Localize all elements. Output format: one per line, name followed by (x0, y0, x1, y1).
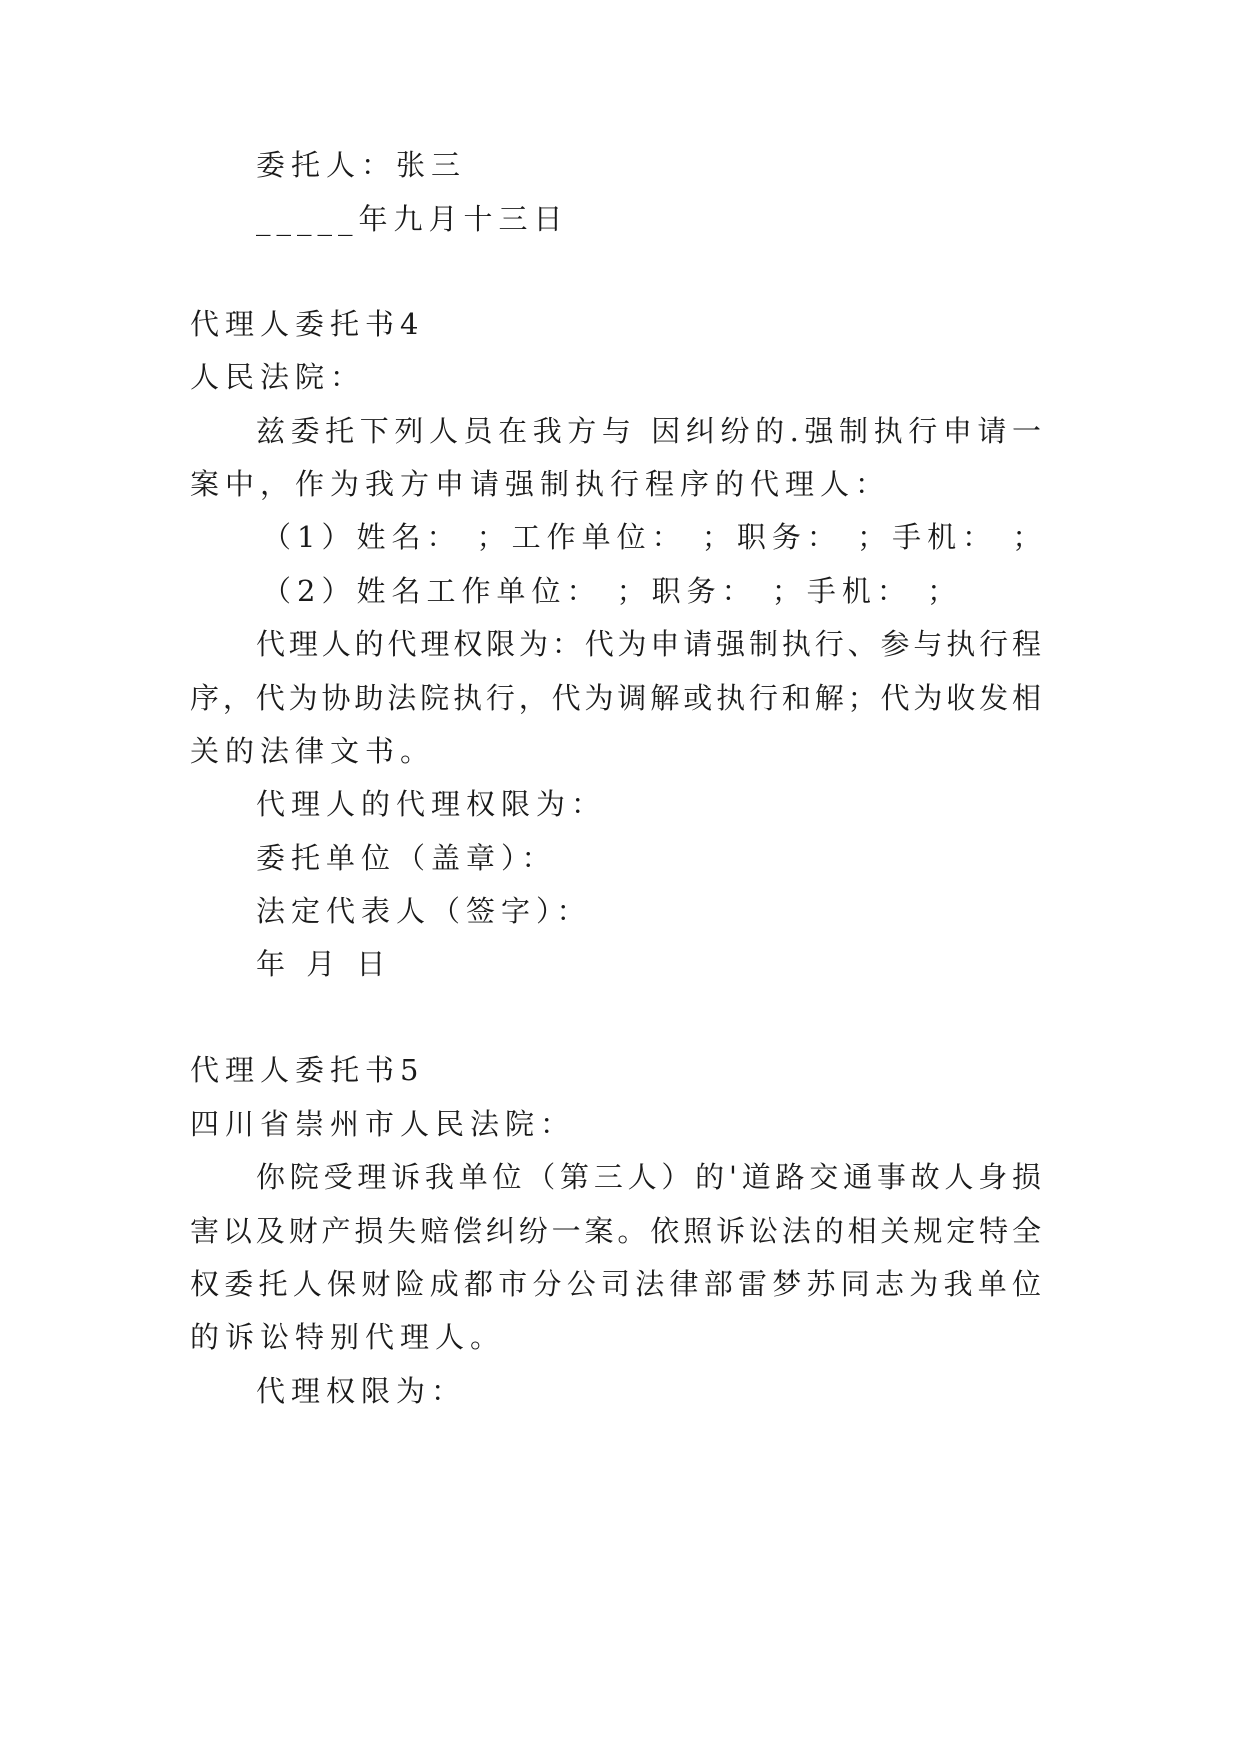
letter-5-title: 代理人委托书5 (190, 1053, 425, 1087)
letter-4-authority: 代理人的代理权限为： (256, 787, 607, 821)
letter-4-para1-line2: 案中，作为我方申请强制执行程序的代理人： (190, 467, 891, 501)
letter-5-para1-line4: 的诉讼特别代理人。 (190, 1320, 506, 1354)
date-line: _____年九月十三日 (256, 202, 569, 236)
letter-4-title: 代理人委托书4 (190, 307, 425, 341)
letter-4-date: 年 月 日 (256, 947, 392, 981)
letter-5-addressee: 四川省崇州市人民法院： (190, 1107, 576, 1141)
letter-5-para1-line2: 害以及财产损失赔偿纠纷一案。依照诉讼法的相关规定特全 (190, 1214, 1041, 1248)
letter-4-signature: 法定代表人（签字）： (256, 894, 592, 928)
letter-4-para2-line3: 关的法律文书。 (190, 734, 436, 768)
letter-4-person1: （1）姓名： ；工作单位： ；职务： ；手机： ； (262, 520, 1048, 554)
letter-5-para1-line1: 你院受理诉我单位（第三人）的'道路交通事故人身损 (256, 1160, 1041, 1194)
letter-4-addressee: 人民法院： (190, 360, 366, 394)
principal-line: 委托人：张三 (256, 148, 467, 182)
letter-4-seal: 委托单位（盖章）： (256, 841, 557, 875)
letter-4-para2-line2: 序，代为协助法院执行，代为调解或执行和解；代为收发相 (190, 681, 1041, 715)
letter-4-para1-line1: 兹委托下列人员在我方与 因纠纷的.强制执行申请一 (256, 414, 1041, 448)
letter-4-para2-line1: 代理人的代理权限为：代为申请强制执行、参与执行程 (256, 627, 1041, 661)
letter-4-person2: （2）姓名工作单位： ；职务： ；手机： ； (262, 574, 963, 608)
letter-5-para1-line3: 权委托人保财险成都市分公司法律部雷梦苏同志为我单位 (190, 1267, 1041, 1301)
letter-5-authority: 代理权限为： (256, 1374, 467, 1408)
